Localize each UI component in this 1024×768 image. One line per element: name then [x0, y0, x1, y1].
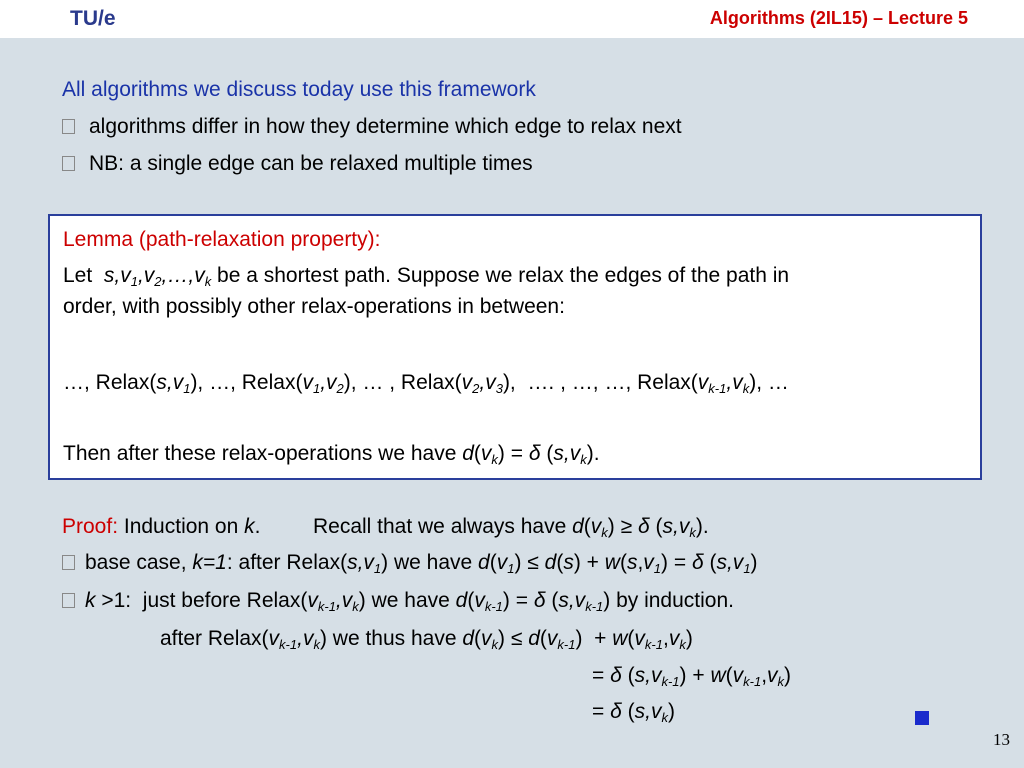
bullet-box-icon	[62, 593, 75, 608]
proof-inductive-step: k >1: just before $Relax(v_{k-1},v_k)$ we have $d(v_{k-1}) = \delta$ $(s,v_{k-1})$ by induction.	[62, 589, 734, 613]
header-bar	[0, 0, 1024, 38]
relax-sequence: …, $Relax(s,v_1)$, …, $Relax(v_1,v_2)$, … , $Relax(v_2,v_3)$, …. , …, …, $Relax(v_{k-1},v_k)$, …	[63, 371, 789, 396]
bullet-box-icon	[62, 156, 75, 171]
tue-logo: TU/e	[70, 7, 116, 30]
proof-equality-2: = δ $(s,v_k)$	[592, 700, 675, 725]
page-number: 13	[993, 730, 1010, 749]
intro-bullet-text: algorithms differ in how they determine which edge to relax next	[89, 115, 682, 138]
lemma-statement-line-2: order, with possibly other relax-operations in between:	[63, 295, 565, 318]
bullet-box-icon	[62, 119, 75, 134]
lemma-title: Lemma (path-relaxation property):	[63, 228, 381, 251]
lemma-conclusion: Then after these relax-operations we have $d(v_k) = \delta$ $(s,v_k)$.	[63, 442, 600, 467]
lecture-title: Algorithms (2IL15) – Lecture 5	[709, 8, 968, 28]
proof-base-case: base case, k=1: after $Relax(s,v_1)$ we have $d(v_1) \le d(s) + w(s,v_1) = \delta$ $(s,v_1)$	[62, 551, 758, 575]
proof-label: Proof:	[62, 515, 119, 538]
lemma-statement-line-1: Let $s,v_1,v_2,\dots,v_k$ be a shortest path. Suppose we relax the edges of the path in	[63, 264, 790, 289]
proof-after-relax: after $Relax(v_{k-1},v_k)$ we thus have $d(v_k) \le d(v_{k-1}) + w(v_{k-1},v_k)$	[160, 627, 693, 652]
intro-bullet-2	[62, 152, 533, 176]
intro-bullet-1	[62, 115, 682, 139]
proof-heading: Proof: Induction on k. Recall that we always have $d(v_k) \ge \delta$ $(s,v_k)$.	[62, 515, 709, 540]
bullet-box-icon	[62, 555, 75, 570]
lemma-box	[48, 214, 982, 480]
end-of-proof-square-icon	[915, 711, 929, 725]
proof-equality-1: = δ $(s,v_{k-1}) + w(v_{k-1},v_k)$	[592, 664, 792, 689]
intro-heading: All algorithms we discuss today use this framework	[62, 78, 536, 101]
intro-bullet-text: NB: a single edge can be relaxed multiple times	[89, 152, 533, 175]
